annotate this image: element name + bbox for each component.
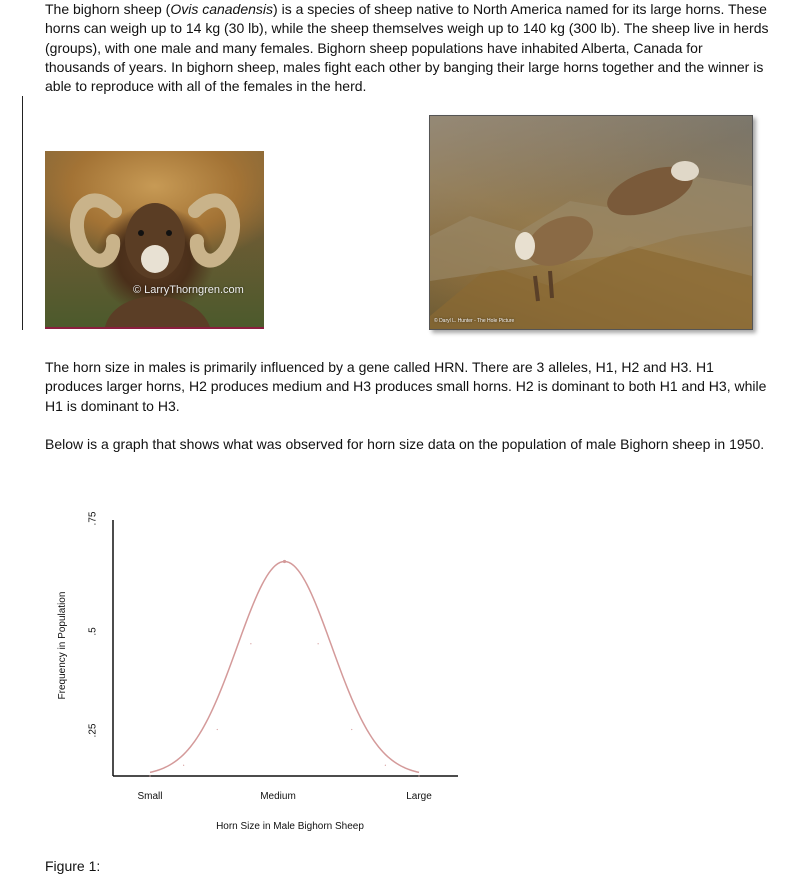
- graph-intro-paragraph: Below is a graph that shows what was observed for horn size data on the population of male Bighorn sheep in 1950.: [45, 436, 765, 452]
- species-name: Ovis canadensis: [170, 1, 274, 17]
- data-point-4: [283, 560, 286, 563]
- data-point-0: [149, 775, 150, 776]
- margin-line: [22, 96, 23, 330]
- bighorn-ram-portrait-image: [45, 151, 264, 329]
- series-line-0: [150, 562, 419, 773]
- intro-text-rest: ) is a species of sheep native to North America named for its large horns. These horns can weigh up to 14 kg (30 lb), while the sheep themselves weigh up to 140 kg (300 lb). The sheep live in herds (groups), with one male and many females. Bighorn sheep populations have inhabited Alberta, Canada for thousands of years. In bighorn sheep, males fight each other by banging their large horns together and the winner is able to reproduce with all of the females in the herd.: [45, 1, 769, 95]
- data-point-3: [250, 643, 251, 644]
- photo-watermark-left: © LarryThorngren.com: [133, 284, 244, 296]
- intro-paragraph: [45, 0, 770, 96]
- photo-watermark-right: © Daryl L. Hunter - The Hole Picture: [434, 318, 515, 324]
- bighorn-rams-fighting-image: [429, 115, 753, 330]
- y-axis-label: Frequency in Population: [57, 591, 68, 700]
- y-tick-label-0: .25: [87, 723, 99, 738]
- y-tick-label-2: .75: [87, 511, 99, 526]
- y-tick-label-1: .5: [87, 627, 99, 636]
- intro-text-start: The bighorn sheep (: [45, 1, 171, 17]
- gene-paragraph: The horn size in males is primarily influenced by a gene called HRN. There are 3 alleles, H1, H2 and H3. H1 produces larger horns, H2 produces medium and H3 produces small horns. H2 is dominant to both H1 and H3, while H1 is dominant to H3.: [45, 359, 767, 414]
- data-point-7: [385, 765, 386, 766]
- data-point-2: [217, 729, 218, 730]
- data-point-6: [351, 729, 352, 730]
- x-tick-label-large: Large: [406, 791, 432, 802]
- data-point-8: [418, 775, 419, 776]
- data-point-5: [318, 643, 319, 644]
- figure-caption: Figure 1:: [45, 858, 101, 874]
- x-axis-label: Horn Size in Male Bighorn Sheep: [216, 821, 364, 832]
- ram-illustration: [45, 151, 264, 327]
- x-tick-label-small: Small: [137, 791, 163, 802]
- data-point-1: [183, 765, 184, 766]
- x-tick-label-medium: Medium: [260, 791, 296, 802]
- rams-fighting-illustration: [430, 116, 752, 329]
